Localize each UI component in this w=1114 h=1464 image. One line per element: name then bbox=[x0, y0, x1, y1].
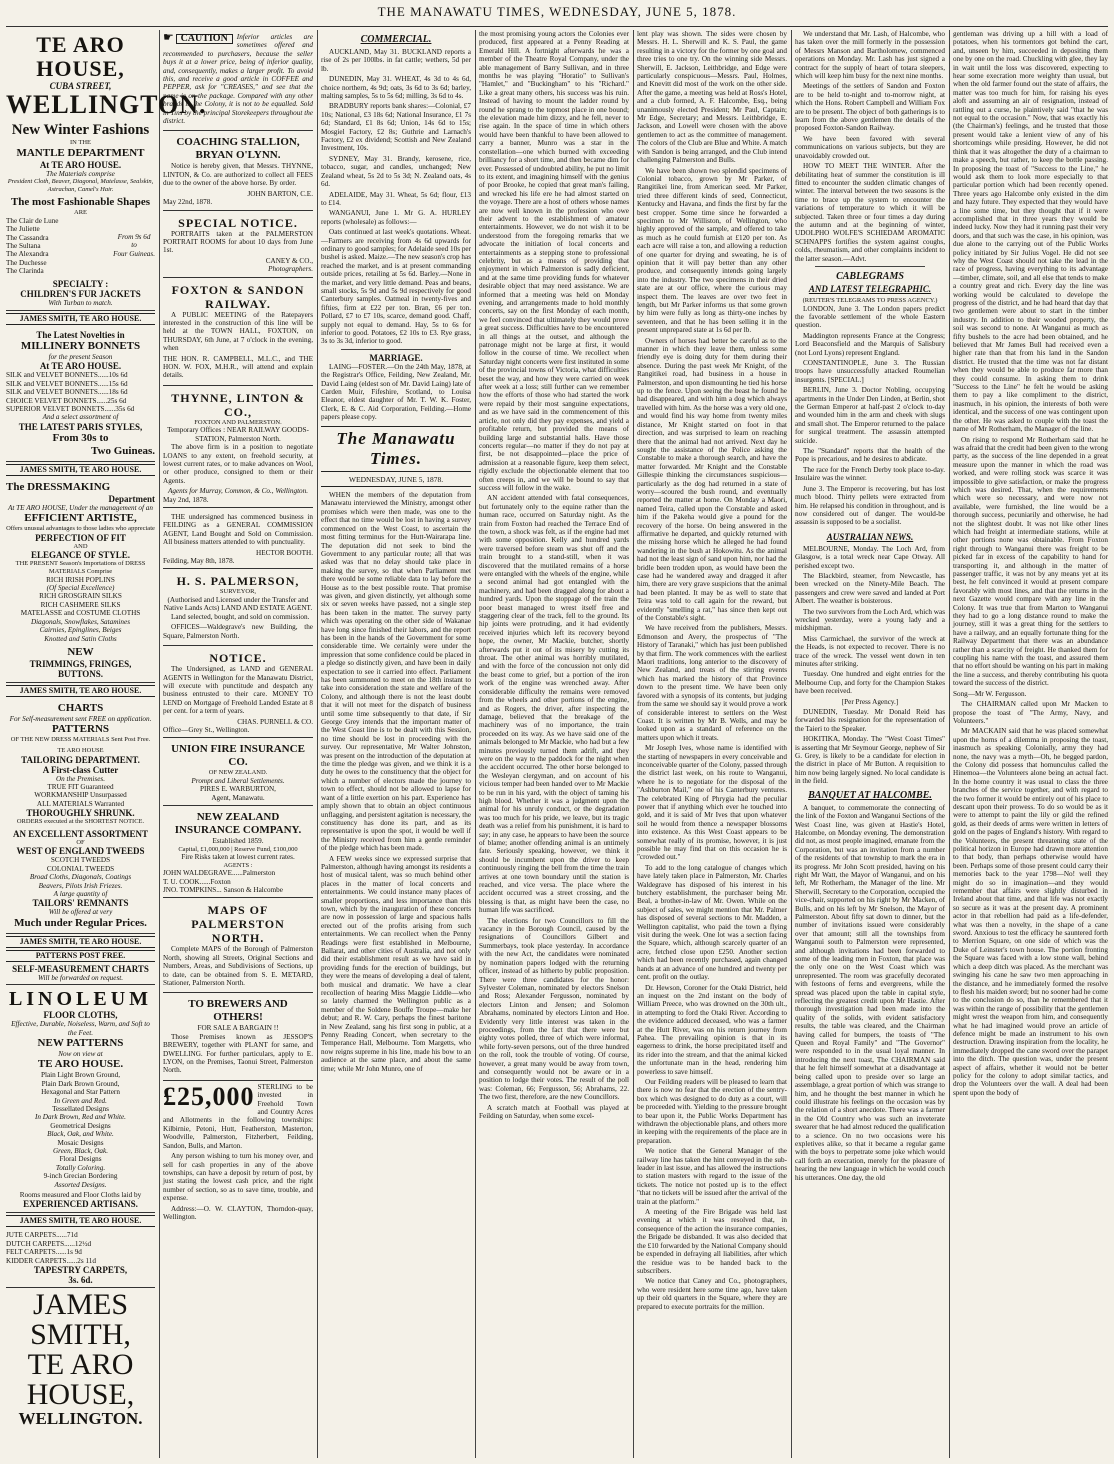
section-heading: AUSTRALIAN NEWS. bbox=[826, 531, 914, 542]
paragraph: The race for the French Derby took place to-day. Insulaire was the winner. bbox=[795, 465, 945, 483]
ad-text: From 30s to bbox=[52, 431, 109, 444]
section-heading: CABLEGRAMS bbox=[836, 270, 904, 282]
coaching-ad bbox=[163, 133, 313, 210]
paragraph: AUCKLAND, May 31. BUCKLAND reports a rise of 2s per 100lbs. in fat cattle; wethers, 5d per lb. bbox=[321, 48, 471, 73]
ad-text: Will be offered at very bbox=[48, 908, 113, 917]
ad-heading: CHARTS bbox=[57, 701, 104, 714]
ad-text: On the Premises. bbox=[55, 774, 106, 783]
shape-name: The Juliette bbox=[6, 225, 40, 234]
ad-text: THE undersigned has commenced business in FEILDING as a GENERAL COMMISSION AGENT, Land Bought and Sold on Commission. All business matters attended to with punctuality. bbox=[163, 513, 313, 547]
sterling-ad bbox=[163, 1083, 313, 1222]
ad-heading: NEW bbox=[67, 645, 94, 658]
cloth-line: Beavers, Pilots Irish Friezes. bbox=[38, 881, 123, 890]
paragraph: The CHAIRMAN called upon Mr Macken to propose the toast of "The Army, Navy, and Volunteers." bbox=[953, 700, 1108, 725]
paragraph: A FEW weeks since we expressed surprise that Palmerston, although having amongst its residents a host of musical talent, was so much behind other places in the matter of local concerts and entertainments. We could instance many places of smaller proportions, and less importance than this town, which by the inauguration of these concerts are now in possession of large and spacious halls erected out of the profits arising from such entertainments. We can recollect when the Penny Readings were first established in Melbourne, Ballarat, and other cities of Australia, and not only did their establishment result as we have said in providing funds for the erection of buildings, but they were the means of developing a deal of talent, both musical and dramatic. We have a clear recollection of hearing Miss Maggie Liddle—who so lately charmed the Wellington public as a member of the Soldene Bouffe Troupe—make her debut; and R. W. Cary, perhaps the finest baritone in New Zealand, sang his first song in public, at a Penny Reading Concert, when secretary to the Temperance Hall, Melbourne. Tom Margetts, who now reigns supreme in his line, made his bow to an audience at the same place, and about the same time; while Mr John Munro, one of bbox=[321, 854, 471, 1073]
ad-text: The above firm is in a position to negotiate LOANS to any extent, on freehold security, at lowest current rates, or to make advances on Wool, or other produce, consigned to them or their Agents. bbox=[163, 443, 313, 485]
ad-text: FLOOR CLOTHS, bbox=[43, 1010, 118, 1021]
paragraph: A banquet, to commemorate the connecting of the link of the Foxton and Wanganui Sections of the West Coast line, was given at Hastie's Hotel, Halcombe, on Monday evening. The demonstration did not, as most people imagined, emanate from the Corporation, but was an invitation from a number of the residents of that township to mark the era in its progress. Mr John Scott presided, having on his right Mr Watt, the Mayor of Wanganui, and on his left, Mr Rotherham, the Manager of the line. Mr Sherwill, Secretary to the Corporation, occupied the vice-chair, supported on his right by Mr Macken, of Bulls, and on his left by Mr Snelson, the Mayor of Palmerston. About fifty sat down to dinner, but the number of invitations issued were considerably over that amount; still all the townships from Wanganui south to Palmerston were represented, and although invitations had been forwarded to some of the leading men in Foxton, that place was the only one on the West Coast which was unrepresented. The room was gracefully decorated with festoons of ferns and evergreens, while the spread was placed upon the table in capital style, reflecting the greatest credit upon Mr Hastie. After thorough investigation had been made into the quality of the solids, with evident satisfactory results, the table was cleared, and the Chairman having called for bumpers, the toasts of "The Queen and Royal Family" and "The Governor" were responded to in the usual loyal manner. In introducing the next toast, The CHAIRMAN said that he felt himself somewhat at a disadvantage at being called upon to preside over so large an assemblage, a great portion of which was strange to him, and he thought the best manner in which he could illustrate his feelings on the occasion was by the relation of a short anecdote. There was a farmer in the Old Country who was such an inveterate swearer that he had almost reduced the qualification to a science. On no two occasions were his expletives alike, so that it became a regular game with the boys to perpetrate some joke which would call forth an execration, merely for the pleasure of hearing the new language in which he would couch his utterances. One day, the old bbox=[795, 803, 945, 1182]
paragraph: WHEN the members of the deputation from Manawatu interviewed the Ministry, amongst other promises which were then made, was one to the effect that no time would be lost in having a survey commenced on the West Coast, to ascertain the most fitting terminus for the Hutt-Wairarapa line. The deputation did not seek to bind the Government to any particular route; all that was asked was that no delay should take place in making the survey, so that when Parliament met there would be some reliable data to lay before the House as to the best possible route. That promise was given, and given distinctly, yet although some six or seven weeks have passed, not a single step has been taken in the matter. The survey party which was operating on the other side of Wakanae have long since finished their labors, and the report has been in the hands of the Government for some considerable time. We certainly were under the impression that some confidence could be placed in a pledge so distinctly given, and have been in daily expectation to see it carried into effect. Parliament has been summoned to meet on the 18th instant to take into consideration the state and welfare of the Colony, and although there is not the least doubt that it will not meet for the dispatch of business until some time subsequently to that date, if Sir George Grey intends that the important matter of the West Coast line is to be dealt with this Session, no time should be lost in proceeding with the survey. Our representative, Mr Walter Johnston, was present on the introduction of the deputation at the time the pledge was given, and we think it is a duty he owes to the constituency that the object for which a number of electors made the journey to town to effect, should not be allowed to lapse for want of a little exertion on his part. Experience has amply shown that to obtain an object continuous unflagging, and persistent agitation is necessary, the constituency has done its part, and as its representative is upon the spot, it would be well if the Ministry received from him a gentle reminder of the pledge which has been made. bbox=[321, 491, 471, 853]
paragraph: We have been shown two splendid specimens of Colonial tobacco, grown by Mr Parker, of Rangitikei line, from American seed. Mr Parker, tried three different kinds of seed, Connecticut, Kentucky and Havana, and finds the first by far the best cropper. Some time since he forwarded a specimen to Mr Williston, of Wellington, who highly approved of the sample, and offered to take as much as he could furnish at £120 per ton. As each acre will raise a ton, and allowing a reduction of one quarter for drying and sweating, he is of opinion that it will pay better than any other produce, and consequently intends going largely into the industry. The two specimens in their dried state are at our office, where the curious may inspect them. The leaves are over two feet in length, but Mr Parker informs us that some grown by him were fully as long as thirty-one inches by seventeen, and that he has been selling it in the present unprepared state at 1s 6d per lb. bbox=[637, 166, 787, 335]
ad-text: EXPERIENCED ARTISANS. bbox=[23, 1199, 138, 1210]
ad-heading: MANTLE DEPARTMENT bbox=[16, 146, 145, 159]
palmerson-ad bbox=[163, 571, 313, 646]
ad-heading: PATTERNS bbox=[51, 723, 110, 736]
ad-heading: NEW PATTERNS bbox=[37, 1036, 124, 1049]
lino-line: Geometrical Designs bbox=[50, 1121, 111, 1130]
price: From 9s 6d bbox=[117, 232, 151, 241]
ad-heading: TAILORS' REMNANTS bbox=[32, 898, 129, 909]
ad-city: WELLINGTON. bbox=[6, 90, 207, 119]
lino-line: Mosaic Designs bbox=[57, 1138, 104, 1147]
ad-text: OF bbox=[76, 838, 85, 846]
cloth-line: Broad Cloths, Diagonals, Coatings bbox=[29, 873, 132, 882]
ad-signature: JAMES SMITH, TE ARO HOUSE. bbox=[6, 685, 155, 697]
ad-heading: MILLINERY BONNETS bbox=[20, 340, 141, 353]
ad-signature: JAMES SMITH, TE ARO HOUSE. bbox=[6, 936, 155, 948]
ad-text: OF NEW ZEALAND. bbox=[208, 769, 268, 777]
ad-text: Those Premises known as JESSOP'S BREWERY, together with PLANT for same, and DWELLING. For further particulars, apply to E. LYON, on the Premises, Taonui Street, Palmerston North. bbox=[163, 1032, 313, 1075]
footer-signature bbox=[6, 1287, 155, 1427]
footer-house: TE ARO HOUSE, bbox=[26, 1348, 135, 1412]
ad-text: At TE ARO HOUSE, Under the management of an bbox=[8, 503, 153, 512]
carpet-item: JUTE CARPETS......71d bbox=[6, 1231, 78, 1240]
ad-heading: Department bbox=[108, 493, 155, 504]
bonnet-item: CHOICE VELVET BONNETS......25s 6d bbox=[6, 396, 127, 405]
section-heading: MARRIAGE. bbox=[369, 352, 423, 363]
sterling-amount: £25,000 bbox=[163, 1081, 255, 1111]
ad-text: TRIMMINGS, FRINGES, BUTTONS. bbox=[29, 658, 132, 679]
tailor-line: WORKMANSHIP Unsurpassed bbox=[34, 791, 127, 800]
column-7 bbox=[953, 30, 1108, 1458]
pointing-hand-icon: ☛ bbox=[163, 30, 174, 44]
ad-text: IN THE bbox=[69, 139, 91, 146]
paragraph: Meetings of the settlers of Sandon and Foxton are to be held to-night and to-morrow night, at which the Hons. Robert Campbell and William Fox are to be present. The object of both gatherings is to learn from the above gentlemen the details of the proposed Foxton-Sandon Railway. bbox=[795, 82, 945, 133]
ad-text: SURVEYOR, bbox=[219, 588, 257, 596]
paragraph: To add to the long catalogue of changes which have lately taken place in Palmerston, Mr. Charles Waldegrave has disposed of his interest in his butchery establishment, the purchaser being Mr. Beal, a brother-in-law of Mr. Owen. While on the subject of sales, we might mention that Mr. Palmer has disposed of several sections to Mr. Madden, a Wellington capitalist, who paid the town a flying visit during the week. One lot was a section facing the Square, which, although scarcely quarter of an acre, fetched close upon £250. Another section which had been recently purchased, again changed hands at an advance of one hundred and twenty per cent. profit on the outlay. bbox=[637, 863, 787, 982]
ad-heading: TO BREWERS AND OTHERS! bbox=[188, 998, 288, 1024]
column-rule bbox=[159, 30, 160, 1458]
ad-text: Fire Risks taken at lowest current rates. bbox=[181, 853, 295, 862]
paragraph: The elections for two Councillors to fill the vacancy in the Borough Council, caused by the resignations of Councillors Gilbert and Summerbays, took place yesterday. In accordance with the new Act, the candidates were nominated by nomination papers lodged with the returning officer, instead of as hitherto by public proposition. There were three candidates for the honor: Sylvester Coleman, nominated by electors Snelson and Ross; Alexander Fergusson, nominated by electors Linton and Jensen; and Solomon Abrahams, nominated by electors Linton and Hoe. Evidently very little interest was taken in the proceedings, from the fact that there were but eighty votes polled, three of which were informal, while forty-seven persons, out of the three hundred on the roll, took the trouble of voting. Of course, however, a great many would be away from town, and consequently would not be aware or in a position to lodge their votes. The result of the poll was: Coleman, 66; Fergusson, 56; Abrahams, 22. The two first, therefore, are the new Councillors. bbox=[479, 916, 629, 1102]
bonnet-item: SILK and VELVET BONNETS......15s 6d bbox=[6, 379, 128, 388]
column-rule bbox=[633, 30, 634, 1458]
paragraph: We have received from the publishers, Messrs. Edmonson and Avery, the prospectus of "The History of Taranaki," which has just been published by that firm. The work commences with the earliest Maori traditions, long anterior to the discovery of New Zealand, and treats of the stirring events which has marked the history of that Province down to the present time. We have been only favored with a synopsis of its contents, but judging from the same we should say it would prove a work of considerable interest to settlers on the West Coast. It is written by Mr B. Wells, and may be looked upon as a standard of reference on the matters upon which it treats. bbox=[637, 624, 787, 742]
caution-ad bbox=[163, 30, 313, 131]
linoleum-ad bbox=[6, 985, 155, 1213]
paragraph: the most promising young actors the Colonies ever produced, first appeared at a Penny Reading at Emerald Hill. A fortnight afterwards he was a member of the Theatre Royal Company, under the able management of Barry Sullivan, and in three months he was playing "Horatio" to Sullivan's "Hamlet," and "Buckingham" to his "Richard." Like a great many others, his success was his ruin. Instead of having to mount the ladder round by round he sprang to the topmost place in one bound; the elevation made him dizzy, and he fell, never to rise again. In the space of time in which others would have been thankful to have been allowed to carry a banner, Munro was a star in the constellation—one which burned with exceeding brilliancy for a short time, and then became dim for ever. Possessed of undoubted ability, he put no limit to its extent, and imagining himself with the genius of poor Brooke, he copied that great man's failing, and wrecked his life ere he had almost started on the voyage. There are a host of others whose names are now well known in the profession who owe their advent to the establishment of amateur entertainments. However, we do not wish it to be understood from the foregoing remarks that we advocate the initiation of local concerts and entertainments as a stepping stone to professional celebrity, but as a means of providing that enjoyment in which Palmerston is sadly deficient, and at the same time providing funds for whatever desirable object that may need assistance. We are informed that a meeting was held on Monday evening, and arrangements made to hold monthly concerts, say on the first Monday of each month, we feel convinced that ultimately they would prove a great success. Difficulties have to be encountered in all things at the outset, and although the patronage might not be large at first, it would follow in the course of time. We recollect when Saturday night concerts were first instituted in some of the provincial towns of Victoria, what difficulties beset the way, and how they were carried on week after week at a loss; still further can we remember how the efforts of those who had started the work were repaid by their most sanguine expectations, and as we have said in the commencement of this article, not only did they pay expenses, and yield a profitable return, but provided the means of building large and substantial halls. Have those concerts regular—no matter if they do not pay at first, be not disappointed—place the price of admission at a reasonable figure, keep them select, rigidly exclude the objectionable element that too often creeps in, and we will be bound to say that success will follow in the wake. bbox=[479, 30, 629, 492]
bonnet-list bbox=[6, 371, 155, 413]
column-5 bbox=[637, 30, 787, 1458]
shape-name: The Clarinda bbox=[6, 267, 44, 276]
ad-heading: THE LATEST PARIS STYLES, bbox=[18, 421, 143, 432]
bonnet-item: SILK and VELVET BONNETS......18s 6d bbox=[6, 388, 128, 397]
millinery-ad bbox=[6, 327, 155, 462]
paragraph: Oats continued at last week's quotations. Wheat.—Farmers are receiving from 4s 6d upwards for ordinary to good samples; for Adelaide seed 10s per bushel is asked. Maize.—The new season's crop has reached the market, and is at present commanding outside prices, retailing at 5s 6d. Barley.—None in the market, and very little demand. Peas and beans, small stocks, 5s 9d and 5s 9d respectively for good Canterbury samples. Oatmeal in twenty-fives and fifties, firm at £22 per ton. Bran, £6 per ton. Pollard, £7 to £7 10s, scarce, demand good. Chaff, supply not equal to demand. Hay, 5s to 6s for inferior to good. Potatoes, £2 10s to £3. Rye grass, 3s to 3s 3d, inferior to good. bbox=[321, 228, 471, 346]
paragraph: On rising to respond Mr Rotherham said that he was afraid that the credit had been given to the wrong party, as the success of the line depended in a great measure upon the manner in which the road was worked, and were rolling stock was scarce it was impossible to give satisfaction, or make the progress which was desired. That, when the requirements which were so necessary, and were now not available, were furnished, the line would be a thorough success, pecuniarily and otherwise, he had not the slightest doubt. It was not like other lines which had freight at intermediate stations, while at other portions none was obtainable. From Foxton right through to Wanganui there was freight to be picked far in excess of the capability to hand for transporting it, and although in the matter of passenger traffic, it was not by any means yet at its best, he felt convinced it would at present compare favorably with most lines, and that the returns in the next Gazette would compare with any line in the Colony. It was true that from Marton to Wanganui they had to go a long distance round to make the journey, still it was a great thing for the settlers to have a railway, and an equally fortunate thing for the Railway Department that there was an abundance rather than a scarcity of freight. He thanked them for coupling his name with the toast, and assured them that no effort should be wanting on his part in making the line a success, and thereby contributing his quota toward the success of the district. bbox=[953, 435, 1108, 688]
ad-title: TE ARO HOUSE, bbox=[36, 32, 125, 81]
lino-line: Tessellated Designs bbox=[52, 1105, 109, 1113]
ad-text: A PUBLIC MEETING of the Ratepayers interested in the construction of this line will be held at the TOWN HALL, FOXTON, on THURSDAY, 6th June, at 7 o'clock in the evening, when bbox=[163, 310, 313, 353]
section-note: [Per Press Agency.] bbox=[841, 697, 899, 706]
ad-text: Established 1859. bbox=[212, 837, 264, 846]
ad-text: Land selected, bought, and sold on commission. bbox=[171, 612, 310, 621]
paragraph: June 3. The Emperor is recovering, but has lost much blood. Thirty pellets were extracted from him. He relapsed his condition in throughout, and is now considered out of danger. The would-be assassin is supposed to be a socialist. bbox=[795, 484, 945, 527]
ad-text: Agent, Manawatu. bbox=[211, 793, 265, 802]
fabric-item: Knotted and Satin Cloths bbox=[44, 634, 117, 643]
ad-date: Feilding, May 8th, 1878. bbox=[163, 557, 235, 566]
agent-item: T. U. COOK......Foxton bbox=[163, 877, 231, 886]
ad-signature: JOHN BARTON, C.E. bbox=[247, 189, 313, 198]
paragraph: Our Feilding readers will be pleased to learn that there is now no fear that the erection of the sentry-box which was designed to do duty as a court, will be proceeded with. Yielding to the pressure brought to bear upon it, the Public Works Department has withdrawn the objectionable plans, and others more in keeping with the requirements of the place are in preparation. bbox=[637, 1077, 787, 1145]
ad-heading: NEW ZEALAND INSURANCE COMPANY. bbox=[174, 811, 302, 837]
divider bbox=[815, 266, 925, 267]
ad-heading: LINOLEUM bbox=[8, 988, 153, 1011]
column-3 bbox=[321, 30, 471, 1458]
ad-text: CHILDREN'S FUR JACKETS bbox=[20, 288, 141, 299]
paragraph: SYDNEY, May 31. Brandy, kerosene, rice, tobacco, sugar, and candles, unchanged; New Zealand wheat, 5s 2d to 5s 3d; N. Zealand oats, 4s 6d. bbox=[321, 154, 471, 189]
tailor-line: ALL MATERIALS Warranted bbox=[36, 799, 125, 808]
paragraph: DUNEDIN, Tuesday. Mr Donald Reid has forwarded his resignation for the representation of the Taieri to the Speaker. bbox=[795, 708, 945, 733]
paper-title-block bbox=[321, 426, 471, 472]
paragraph: Dr. Hewson, Coroner for the Otaki District, held an inquest on the 2nd instant on the body of William Preece, who was drowned on the 30th ult., in attempting to ford the Otaki River. According to the evidence adduced deceased, who was a farmer at the Hutt River, was on his return journey from Pahea. The prevailing opinion is that in its eagerness to drink, the horse precipitated itself and its rider into the stream, and that the animal kicked the unfortunate man in the head, rendering him powerless to save himself. bbox=[637, 983, 787, 1076]
maps-ad bbox=[163, 900, 313, 993]
ad-text: Notice is hereby given, that Messrs. THYNNE, LINTON, & Co. are authorized to collect all FEES due to the owner of the above horse. By order. bbox=[163, 162, 313, 188]
brewers-ad bbox=[163, 995, 313, 1080]
ad-heading: TE ARO HOUSE. bbox=[37, 1058, 124, 1071]
ad-heading: Much under Regular Prices. bbox=[14, 916, 147, 929]
ad-text: Will be forwarded on request. bbox=[37, 973, 124, 982]
lino-line: Hexagonal and Star Pattern bbox=[41, 1088, 120, 1097]
foxton-railway-ad bbox=[163, 280, 313, 386]
ad-heading: FOXTON & SANDON RAILWAY. bbox=[171, 282, 305, 311]
ad-heading: SPECIAL NOTICE. bbox=[178, 215, 298, 230]
fabric-item: RICH CASHMERE SILKS bbox=[40, 600, 121, 609]
shape-prices bbox=[113, 217, 155, 276]
ad-text: Capital, £1,000,000 | Reserve Fund, £100,000 bbox=[178, 845, 298, 853]
ad-text: Any person wishing to turn his money over, and sell for cash properties in any of the above townships, can have a deposit by return of post, by just stating the lowest cash price, and the right number of section, so as to save time, trouble, and expense. bbox=[163, 1152, 313, 1203]
ad-heading: The most Fashionable Shapes bbox=[10, 196, 151, 209]
paragraph: BRADBURY reports bank shares:—Colonial, £7 10s; National, £3 18s 6d; National Insurance, £1 7s 6d; Standard, £1 8s 6d; Union, 14s 6d to 15s; Mosgiel Factory, £2 8s; Guthrie and Larnach's Factory, £2 ex dividend; Scottish and New Zealand Investment, 10s. bbox=[321, 102, 471, 153]
paragraph: We have been favored with several communications on various subjects, but they are unavoidably crowded out. bbox=[795, 134, 945, 160]
paper-title: The Manawatu Times. bbox=[336, 428, 456, 468]
paragraph: AN accident attended with fatal consequences, but fortunately only to the equine rather than the human race, occurred on Saturday night. As the train from Foxton had reached the Terrace End of the town, a shock was felt, as if the engine had met with some opposition. Kelly and hundred yards were traversed before steam was shut off and the train brought to a stand-still, when it was discovered that the mutilated remains of a horse were entangled with the wheels of the engine, while a second animal had got entangled with the machinery, and had been dragged along for about a hundred yards. Upon the stoppage of the train the poor beast managed to wrest itself free and staggering clear of the track, fell to the ground. Its hip joints were protruding, and it had evidently received injuries which left its recovery beyond hope, the owner, Mr Mackie, butcher, shortly afterwards put it out of its misery by cutting its throat. The other animal was horribly mutilated, and with the force of the concussion not only did the beast come to grief, but a portion of the iron work of the engine was wrenched away. After considerable difficulty the remains were removed from the wheels and other portions of the engine, and as Rogers, the driver, after inspecting the damage, believed that the breakage of the machinery was of no importance, the train proceeded on its way. As we have said one of the animals belonged to Mr Mackie, who had but a few minutes previously turned them adrift, and they were on the way to the paddock for the night when the accident occurred. The other horse belonged to the Wesleyan clergyman, and on account of his vicious temper had been handed over to Mr Mackie to be run in his yard, with the object of taming his high blood. Whether it was a judgment upon the animal for his unruly conduct, or the degradation was too much for his pride, we leave, but its tragic death was a relief from his punishment, it is hard to say; in any case, he appears to have been the source of blame; another offending animal is an untimely fate. Seriously speaking, however, we think it should be incumbent upon the driver to keep continuously ringing the bell from the time the train arrives at one town boundary until the station is reached, and vice versa. The place where the accident occurred was a street crossing, and the blessing is that, as might have been the case, no human life was sacrificed. bbox=[479, 494, 629, 915]
ad-text: ELEGANCE OF STYLE. bbox=[31, 550, 130, 561]
ad-text: OF THE NEW DRESS MATERIALS Sent Post Free. bbox=[10, 736, 151, 744]
paragraph: A scratch match at Football was played at Feilding on Saturday, when some excel- bbox=[479, 1103, 629, 1120]
ad-text: A First-class Cutter bbox=[42, 764, 119, 775]
special-notice-ad bbox=[163, 213, 313, 278]
ad-text: SELF-MEASUREMENT CHARTS bbox=[12, 963, 149, 974]
ad-heading: TAILORING DEPARTMENT. bbox=[21, 754, 140, 765]
section-subheading: AND LATEST TELEGRAPHIC. bbox=[808, 283, 932, 294]
paragraph: The "Standard" reports that the health of the Pope is precarious, and he desires to abdicate. bbox=[795, 447, 945, 464]
charts-banner bbox=[6, 964, 155, 985]
fabric-item: Cairnies, Epinglines, Beiges bbox=[39, 626, 122, 635]
paragraph: ADELAIDE, May 31. Wheat, 5s 6d; flour, £13 to £14. bbox=[321, 190, 471, 207]
ad-text: A large quantity of bbox=[53, 889, 108, 898]
ad-text: PORTRAITS taken at the PALMERSTON PORTRAIT ROOMS for about 10 days from June 1st. bbox=[163, 229, 313, 255]
shape-name: The Cassandra bbox=[6, 233, 49, 242]
paragraph: LONDON, June 3. The London papers predict the favorable settlement of the whole Eastern question. bbox=[795, 304, 945, 330]
ad-text: FOR SALE A BARGAIN !! bbox=[197, 1024, 279, 1033]
ad-text: Complete MAPS of the Borough of Palmerston North, showing all Streets, Original Sections and Numbers, Areas, and Subdivisions of Sections, up to date, can be obtained from S. E. METARD, Stationer, Palmerston North. bbox=[163, 945, 313, 987]
ad-text: ORDERS executed at the SHORTEST NOTICE. bbox=[16, 818, 145, 826]
ad-text: for the present Season bbox=[48, 353, 113, 362]
ad-text: The Materials comprise bbox=[46, 169, 115, 178]
charts-ad bbox=[6, 699, 155, 934]
ad-heading: THYNNE, LINTON & CO., bbox=[171, 390, 305, 419]
lino-line: In Green and Red. bbox=[54, 1096, 107, 1105]
dressmaking-ad bbox=[6, 478, 155, 683]
paragraph: lent play was shown. The sides were chosen by Messrs. H. L. Sherwill and K. S. Paul, the game resulting in a victory for the former by one goal and three tries to one try. On the winning side Messrs. Sherwill, E. Jackson, Leithbridge, and Edge were particularly conspicuous—Messrs. Paul, Holmes, and Knevitt did most of the work on the other side. After the game, a meeting was held at Ross's Hotel, and a club formed, A. F. Halcombe, Esq., being unanimously elected President; Mr Paul, Captain; Mr Edge, Secretary; and Messrs. Leithbridge, E. Jackson, and Lowell were chosen with the above gentlemen to act as the committee of management. The colors of the Club are Blue and White. A match with Sandon is being arranged, and the Club intend challenging Palmerston and Bulls. bbox=[637, 30, 787, 165]
ad-text: Offers unusual advantages to those ladies who appreciate bbox=[6, 525, 155, 533]
lino-line: Plain Dark Brown Ground, bbox=[41, 1079, 120, 1088]
paragraph: A meeting of the Fire Brigade was held last evening at which it was resolved that, in consequence of the action the insurance companies, the Brigade be disbanded. It was also decided that the £10 forwarded by the National Company should be expended in defraying all liabilities, after which the residue was to be handed back to the subscribers. bbox=[637, 1208, 787, 1275]
nz-insurance-ad bbox=[163, 808, 313, 898]
ad-date: May 2nd, 1878. bbox=[163, 495, 209, 504]
ad-text: The Undersigned, as LAND and GENERAL AGENTS in Wellington for the Manawatu District, will execute with punctitude and despatch any business entrusted to their care. MONEY TO LEND on Mortgage of Freehold Landed Estate at 8 per cent. for a term of years. bbox=[163, 665, 313, 716]
paragraph: MELBOURNE, Monday. The Loch Ard, from Glasgow, is a total wreck near Cape Otway. All perished except two. bbox=[795, 544, 945, 570]
lino-line: Green, Black, Oak. bbox=[52, 1147, 108, 1156]
paragraph: LAING—FOSTER.—On the 24th May, 1878, at the Registrar's Office, Feilding, New Zealand, Mr. David Laing (eldest son of Mr. David Laing) late of Carden Muir, Fifeshire, Scotland, to Louisa Eleanor, eldest daughter of Mr. T. W. K. Foster, Clerk, E. & C. Aid Corporation, Feilding.—Home papers please copy. bbox=[321, 362, 471, 422]
cloth-line: SCOTCH TWEEDS bbox=[50, 856, 111, 865]
ad-text: With Turban to match. bbox=[48, 298, 113, 307]
ad-text: TE ARO HOUSE bbox=[57, 746, 104, 754]
ad-text: Office—Grey St., Wellington. bbox=[163, 725, 250, 734]
ad-text: THE PRESENT Season's Importations of DRESS MATERIALS Comprise bbox=[15, 560, 146, 576]
ad-text: At TE ARO HOUSE. bbox=[39, 159, 122, 170]
paragraph: The two survivors from the Loch Ard, which was wrecked yesterday, were a young lady and a midshipman. bbox=[795, 607, 945, 633]
section-heading: BANQUET AT HALCOMBE. bbox=[808, 789, 932, 801]
fabric-item: Diagonals, Snowflakes, Satamines bbox=[30, 617, 131, 626]
price: to bbox=[131, 241, 137, 250]
union-fire-ad bbox=[163, 740, 313, 806]
footer-city: WELLINGTON. bbox=[18, 1409, 143, 1429]
ad-heading: SPECIALTY : bbox=[52, 278, 109, 289]
caution-badge bbox=[163, 30, 233, 44]
ad-text: Effective, Durable, Noiseless, Warm, and Soft to the Feet. bbox=[11, 1020, 150, 1037]
ad-text: For Self-measurement sent FREE on application. bbox=[9, 714, 152, 723]
lino-line: Floral Designs bbox=[59, 1155, 102, 1164]
ad-text: STERLING to be invested in Freehold Town and Country Acres and Allotments in the following townships: Kilbirnie, Petoni, Hutt, Featherston, Masterton, Woodville, Palmerston, Fitzherbert, Feilding, Sandon, Bulls, and Marton. bbox=[163, 1082, 313, 1150]
carpet-item: FELT CARPETS......1s 9d bbox=[6, 1248, 82, 1257]
ad-text: THE HON. R. CAMPBELL, M.L.C., and THE HON. W. FOX, M.H.R., will attend and explain details. bbox=[163, 354, 313, 380]
ad-text: Inferior articles are sometimes offered and recommended to purchasers, because the seller buys it at a lower price, being of inferior quality, and, consequently, makes a larger profit. To avoid this, and receive a good article in COFFEE and PEPPER, ask for "CREASES," and see that the name is on the package. Compared with any other brands in the Colony, it is not to be equalled. Sold in Tins by the principal Storekeepers throughout the district. bbox=[163, 33, 313, 126]
paragraph: BERLIN, June 3. Doctor Nobling, occupying apartments in the Under Den Linden, at Berlin, shot the German Emperor at half-past 2 o'clock to-day and wounded him in the arm and cheek with slugs and small shot. The Emperor returned to the palace for surgical treatment. The assassin attempted suicide. bbox=[795, 386, 945, 445]
carpet-item: KIDDER CARPETS......2s 11d bbox=[6, 1256, 96, 1265]
bonnet-item: SILK and VELVET BONNETS......10s 6d bbox=[6, 371, 128, 380]
shape-name: The Alexandra bbox=[6, 250, 49, 259]
ad-text: Agents for Murray, Common, & Co., Wellington. bbox=[167, 487, 309, 496]
shape-list bbox=[6, 217, 155, 276]
paragraph: Maddington represents France at the Congress; Lord Beaconsfield and the Marquis of Salisbury (not Lord Lyons) represent England. bbox=[795, 331, 945, 357]
paragraph: We notice that Caney and Co., photographers, who were resident here some time ago, have taken up their old quarters in the Square, where they are prepared to execute portraits for the million. bbox=[637, 1277, 787, 1311]
shape-name: The Sultana bbox=[6, 242, 41, 250]
ad-text: (Authorised and Licensed under the Transfer and Native Lands Acts) LAND AND ESTATE AGENT. bbox=[163, 596, 313, 613]
lino-line: In Dark Brown, Red and White. bbox=[35, 1113, 126, 1122]
section-heading: COMMERCIAL. bbox=[360, 34, 432, 45]
ad-heading: New Winter Fashions bbox=[11, 122, 150, 138]
paragraph: Miss Carmichael, the survivor of the wreck at the Heads, is not expected to recover. There is no trace of the wreck. The vessel went down in ten minutes after striking. bbox=[795, 634, 945, 668]
caution-label: CAUTION bbox=[176, 34, 233, 44]
ad-street: CUBA STREET, bbox=[49, 81, 112, 91]
ad-text: The Latest Novelties in bbox=[36, 330, 125, 341]
ad-signature: JAMES SMITH, TE ARO HOUSE. bbox=[6, 1215, 155, 1227]
ad-text: AND bbox=[73, 542, 88, 550]
paragraph: Owners of horses had better be careful as to the manner in which they leave them, unless some friendly eye is doing duty for them during their absence. During the past week Mr Knight, of the Rangitikei road, had business in a house in Palmerston, and upon dismounting he tied his horse up to the fence. Upon seeing the beast he found he had disappeared, and with him a dog which always travelled with him. As the horse was a very old one, and would find his way home from twenty miles distance, Mr Knight started on foot in that direction, and was surprised to learn on reaching there that the animal had not arrived. Next day he sought the assistance of the Police asking the Constable to make a thorough search, and have the matter forwarded. Mr Knight and the Constable Gillespie thinking the circumstances suspicious—particularly as the dog had returned in a state of worry—scoured the bush round, and eventually reported the matter at home. On Monday a Maori, named Teira, called upon the Constable and asked him if the Pakeha would give a pound for the recovery of the horse. On being answered in the affirmative he departed, and quickly returned with the missing horse which he alleged he had found wandering in the bush at Hokowitu. As the animal had not the least sign of sand upon him, nor had the bridle been trodden upon, as would have been the case had he wandered away and dragged it after him, there are very grave suspicions that the animal had been planted. It may be as well to state that Teira was told to call again for the reward, but evidently "smelling a rat," has since then kept out of the Constable's sight. bbox=[637, 336, 787, 623]
ad-text: Now on view at bbox=[58, 1049, 103, 1058]
ad-text: ARE bbox=[74, 209, 87, 217]
notice-ad bbox=[163, 648, 313, 738]
ad-signature: JAMES SMITH, TE ARO HOUSE. bbox=[6, 464, 155, 476]
carpet-item: DUTCH CARPETS......12½d bbox=[6, 1239, 92, 1248]
ad-text: PERFECTION OF FIT bbox=[35, 532, 126, 543]
agent-item: JOHN WALDEGRAVE......Palmerston bbox=[163, 869, 276, 878]
cloth-line: COLONIAL TWEEDS bbox=[46, 864, 115, 873]
footer-name: JAMES SMITH, bbox=[30, 1288, 131, 1352]
booth-ad bbox=[163, 510, 313, 569]
ad-text: Temporary Offices : NEAR RAILWAY GOODS-STATION, Palmerston North. bbox=[167, 426, 309, 443]
lino-line: Black, Oak, and White. bbox=[47, 1130, 114, 1139]
ad-text: At TE ARO HOUSE. bbox=[39, 361, 122, 372]
ad-banner: PATTERNS POST FREE. bbox=[6, 950, 155, 962]
paragraph: gentleman was driving up a hill with a load of potatoes, when his tormentors got behind the cart, and, unseen by him, succeeded in depositing them one by one on the road. Chuckling with glee, they lay in wait until the loss was discovered, expecting to hear some execration more weighty than usual, but when the old farmer found out the state of affairs, the matter was too much for him, for raising his eyes aloft and assuming an air of resignation, instead of rattling out a curse, he plaintively said "that he was not equal to the occasion." Now, that was exactly his (the Chairman's) feelings, and he trusted that those present would take a lenient view of any of his shortcomings while presiding. However, he did not think that it was altogether the duty of a chairman to make a speech, but rather, to keep the bottle passing. In proposing the toast of "Success to the Line," he would ask them to look more especially to that particular portion which had been recently opened. Three years ago Halcombe only existed in the dim and hazy future. They expected that they would have a line some time, but they thought that if it were accomplished that in three years they would be indeed lucky. Now they had it running past their very doors, and that such was the case, in his opinion, was due alone to the carrying out of the Public Works policy initiated by Sir Julius Vogel. He did not see why the West Coast should not take the lead in the race of progress, having everything to its advantage—timber, climate, soil, and all else that tends to make a country great and rich. Every day the line was working would be calculated to develope the progress of the district, and he had heard that day that two gentlemen were about to start in the timber industry. In addition to their wooded property, the soil was second to none. At Wanganui as much as fifty bushels to the acre had been obtained, and he believed that Mr James Bull had received even a higher rate than that from his land in the Sandon district. He trusted that the time was not far distant when they would be able to produce far more than they could consume. In asking them to drink "Success to the Line" he felt he would be asking them to pay a like compliment to the district, inasmuch, in his opinion, the interests of both were identical, and the success of one was contingent upon the other. He was asked to couple with the toast the name of Mr Rotherham, the Manager of the line. bbox=[953, 30, 1108, 434]
ad-heading: COACHING STALLION, BRYAN O'LYNN. bbox=[176, 136, 300, 162]
ad-date: May 22nd, 1878. bbox=[163, 198, 213, 207]
shape-name: The Duchesse bbox=[6, 258, 47, 267]
ad-signature: Address:—O. W. CLAYTON, Thorndon-quay, Wellington. bbox=[163, 1204, 313, 1221]
column-rule bbox=[475, 30, 476, 1458]
lino-line: Totally Coloring. bbox=[55, 1163, 106, 1172]
masthead: THE MANAWATU TIMES, WEDNESDAY, JUNE 5, 1878. bbox=[377, 4, 737, 19]
paragraph: CONSTANTINOPLE, June 3. The Russian troops have unsuccessfully attacked Roumelian insurgents. [SPECIAL.] bbox=[795, 359, 945, 384]
ad-text: AGENTS : bbox=[223, 861, 253, 869]
agent-item: JNO. TOMPKINS... Sanson & Halcombe bbox=[163, 885, 283, 894]
fabric-item: RICH GROSGRAIN SILKS bbox=[39, 592, 122, 601]
paper-date: WEDNESDAY, JUNE 5, 1878. bbox=[321, 476, 471, 487]
ad-heading: MAPS OF PALMERSTON NORTH. bbox=[191, 903, 285, 946]
ad-text: Prompt and Liberal Settlements. bbox=[191, 776, 285, 785]
paragraph: HOKITIKA, Monday. The "West Coast Times" is asserting that Mr Seymour George, nephew of Sir G. Grey, is likely to be a candidate for election in the district in place of Mr Button. A requisition to him now being largely signed. No local candidate is in the field. bbox=[795, 735, 945, 786]
fabric-item: MATELASSE and COSTUME CLOTHS bbox=[20, 609, 141, 618]
ad-signature: HECTOR BOOTH. bbox=[256, 548, 313, 557]
bonnet-item: SUPERIOR VELVET BONNETS......35s 6d bbox=[6, 405, 135, 414]
shape-names bbox=[6, 217, 59, 276]
section-note: (REUTER'S TELEGRAMS TO PRESS AGENCY.) bbox=[802, 296, 938, 304]
ad-text: President Cloth, Beaver, Diagonal, Matelasse, Sealskin, Astrachan, Camel's Hair. bbox=[7, 178, 154, 193]
masthead-rule bbox=[6, 26, 1108, 27]
ad-signature: CANEY & CO., bbox=[265, 256, 313, 265]
divider bbox=[341, 349, 451, 350]
lino-line: Plain Light Brown Ground, bbox=[40, 1071, 121, 1080]
ad-signature: CHAS. PURNELL & CO. bbox=[237, 717, 313, 726]
shape-name: The Clair de Lune bbox=[6, 216, 59, 225]
ad-signature: PIRES E. WARBURTON, bbox=[200, 785, 276, 794]
fabric-item: (Of Special Excellence) bbox=[46, 584, 115, 593]
ad-heading: EFFICIENT ARTISTE, bbox=[24, 512, 137, 525]
paragraph: Song—Mr W. Fergusson. bbox=[953, 689, 1027, 698]
ad-text: Two Guineas. bbox=[91, 444, 155, 457]
paragraph: Tuesday. One hundred and eight entries for the Melbourne Cup, and forty for the Champion Stakes have been received. bbox=[795, 670, 945, 696]
lino-line: 9-inch Grecian Bordering bbox=[43, 1172, 118, 1181]
ad-signature: JAMES SMITH, TE ARO HOUSE. bbox=[6, 313, 155, 325]
column-6 bbox=[795, 30, 945, 1458]
ad-text: Rooms measured and Floor Cloths laid by bbox=[19, 1191, 142, 1200]
fabric-item: RICH IRISH POPLINS bbox=[46, 575, 115, 584]
ad-text: FOXTON AND PALMERSTON. bbox=[194, 418, 282, 426]
paragraph: Mr Joseph Ives, whose name is identified with the starting of newspapers in every conceivable and inconceivable quarter of the Colony, passed through the district last week, on his route to Wanganui, where he is to negotiate for the disposal of the "Ashburton Mail," one of his Canterbury ventures. The celebrated King of Phrygia had the peculiar power that if anything which ever he touched into gold, and it is said of Mr Ives that upon whatever soil he would from thence a newspaper blossoms into existence. As this West Coast appears to be somewhat really of its promise, however, it is just possible he may find that on this occasion he is "crowded out." bbox=[637, 744, 787, 862]
paragraph: DUNEDIN, May 31. WHEAT, 4s 3d to 4s 6d, choice northern, 4s 9d; oats, 3s 6d to 3s 6d; barley, malting samples, 5s to 5s 6d; milling, 3s 6d to 4s. bbox=[321, 75, 471, 101]
column-rule bbox=[317, 30, 318, 1458]
price: Four Guineas. bbox=[113, 249, 155, 258]
paragraph: WANGANUI, June 1. Mr G. A. HURLEY reports (wholesale) as follows:— bbox=[321, 209, 471, 226]
ad-heading: The DRESSMAKING bbox=[6, 480, 111, 493]
column-4 bbox=[479, 30, 629, 1458]
ad-text: And a select assortment of bbox=[42, 413, 119, 422]
column-2 bbox=[163, 30, 313, 1458]
lino-line: Assorted Designs. bbox=[54, 1180, 107, 1189]
ad-heading: H. S. PALMERSON, bbox=[176, 574, 300, 589]
column-rule bbox=[791, 30, 792, 1458]
carpet-list bbox=[6, 1229, 155, 1287]
paragraph: Mr MACKAIN said that he was placed somewhat upon the horns of a dilemma in proposing the toast, inasmuch as speaking Colonially, army they had none, the navy was a myth—Oh, he begged pardon, the Colony did possess that homunculus called the Hinemoa—the Volunteers alone being an actual fact. In the home country it was usual to class the three branches of the service together, and with regard to the two former it would be entirely out of his place to descant upon their prowess. To do so would be as it were to attempt to paint the lily or gild the refined gold, as their deeds of arms were written in letters of gold on the pages of England's history. With regard to the Volunteers, the present threatening state of the political horizon in Europe had drawn more attention to that body, than perhaps otherwise would have been. Perhaps some of those present could carry their memories back to the year 1798—No! well they might do so in imagination—and they would remember that affairs were slightly disturbed in Ireland about that time, and that life was not exactly so secure as it was at the present day. A prominent actor in that rebellion had paid as a life-defender, what was then a novelty, in the shape of a cane sword. Anxious to test the efficacy he sauntered forth to Merrion Square, on one side of which was the Duke of Leinster's town house. The portion fronting the Square was faced with a low stone wall, behind which a deep ditch was placed. As the merchant was swinging his cane he saw two men approaching in the distance, and he immediately formed the resolve to flesh his maiden sword; but no sooner had he come to the conclusion do so, than he remembered that it was within the range of possibility that the gentlemen might wrest the weapon from him, and consequently what he had imagined would prove an article of defence might be made an instrument to his own destruction. Drawing inspiration from the locality, he immediately dropped the cane sword over the parapet into the ditch. The question was, under the present aspect of affairs, whether it would not be better policy for the colony to adopt similar tactics, and drop the Volunteers over the wall. A deal had been spent upon the body of bbox=[953, 727, 1108, 1097]
paragraph: We understand that Mr. Lash, of Halcombe, who has taken over the mill formerly in the possession of Messrs Manson and Bartholomew, commenced operations on Monday. Mr. Lash has just signed a contract for the supply of heart of totara sleepers, which will keep him busy for the next nine months. bbox=[795, 30, 945, 81]
paragraph: We notice that the General Manager of the railway line has taken the hint conveyed in the sub-leader in last issue, and has allowed the instructions to station masters with regard to the issue of the tickets. The notice not posted up is to the effect "that no tickets will be issued after the arrival of the train at the platform." bbox=[637, 1147, 787, 1206]
tailor-line: THOROUGHLY SHRUNK. bbox=[26, 808, 135, 819]
ad-heading: AN EXCELLENT ASSORTMENT bbox=[12, 828, 149, 839]
tailor-line: TRUE FIT Guaranteed bbox=[47, 782, 114, 791]
thynne-ad bbox=[163, 388, 313, 508]
ad-text: OFFICES—Waldegrave's new Building, the Square, Palmerston North. bbox=[163, 623, 313, 640]
ad-text: WEST OF ENGLAND TWEEDS bbox=[16, 846, 145, 857]
ad-heading: TAPESTRY CARPETS, bbox=[33, 1265, 128, 1276]
column-rule bbox=[949, 30, 950, 1458]
ad-text: Photographers. bbox=[268, 265, 313, 274]
paragraph: The Blackbird, steamer, from Newcastle, has been wrecked on the Ninety-Mile Beach. The passengers and crew were saved and landed at Port Albert. The weather is boisterous. bbox=[795, 571, 945, 606]
paragraph: HOW TO MEET THE WINTER. After the debilitating heat of summer the constitution is ill fitted to encounter the sudden climatic changes of winter. The interval between the two seasons is the time to brace up the system to encounter the variations of temperature to which it will be subjected. Taken three or four times a day during the autumn and at the beginning of winter, UDOLPHO WOLFE'S SCHIEDAM AROMATIC SCHNAPPS fortifies the system against coughs, colds, rheumatism, and other complaints incident to the latter season.—Advt. bbox=[795, 162, 945, 263]
ad-text: 3s. 6d. bbox=[68, 1275, 93, 1286]
ad-heading: UNION FIRE INSURANCE CO. bbox=[171, 743, 305, 769]
ad-heading: NOTICE. bbox=[209, 651, 267, 666]
